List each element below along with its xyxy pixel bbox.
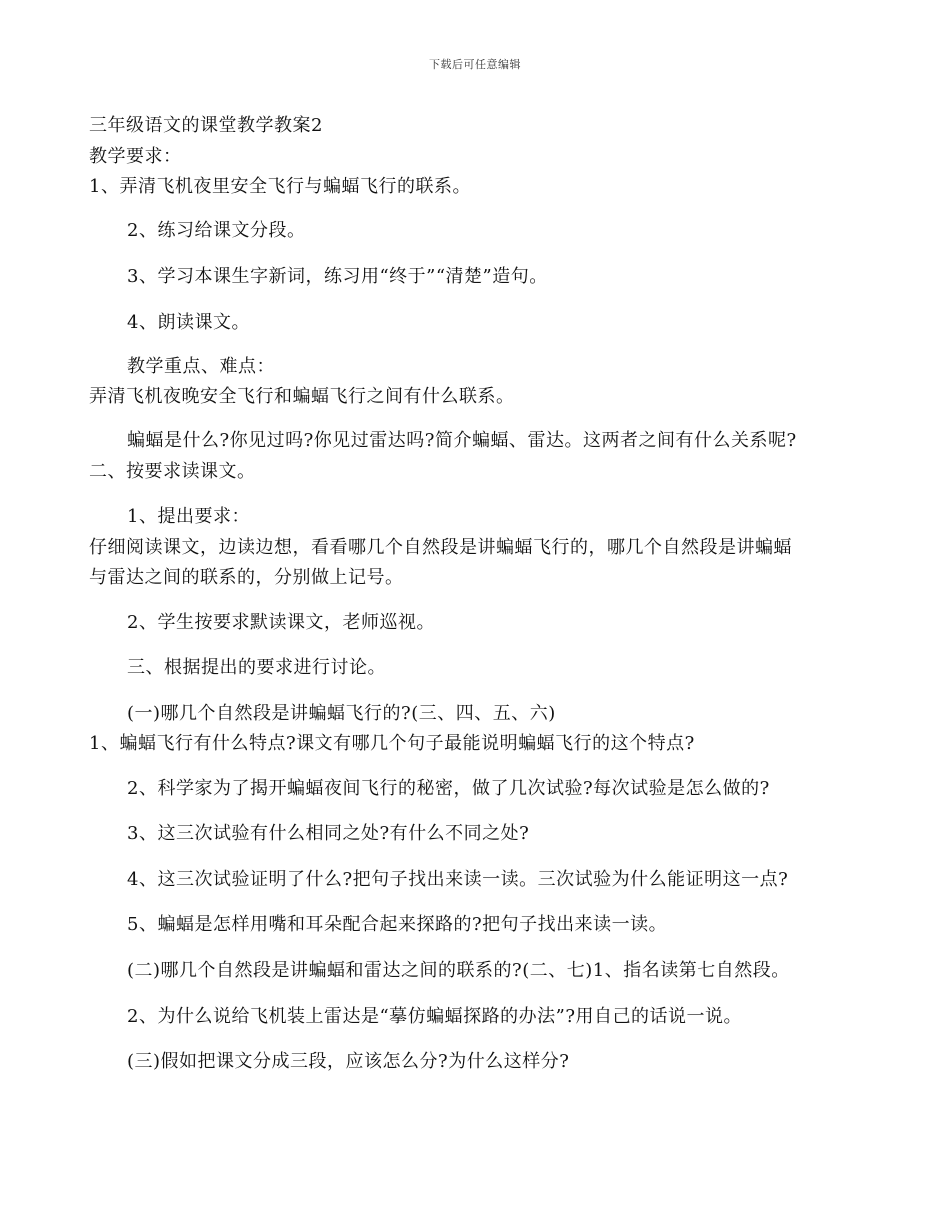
reading-step-2: 2、学生按要求默读课文，老师巡视。	[127, 612, 435, 633]
reading-step-1: 1、提出要求：	[127, 506, 250, 527]
discussion-question-1: 1、蝙蝠飞行有什么特点?课文有哪几个句子最能说明蝙蝠飞行的这个特点?	[89, 733, 695, 754]
requirement-item-4: 4、朗读课文。	[127, 312, 250, 333]
reading-instruction-line-1: 仔细阅读课文，边读边想，看看哪几个自然段是讲蝙蝠飞行的，哪几个自然段是讲蝙蝠	[89, 537, 792, 558]
discussion-part-1: (一)哪几个自然段是讲蝙蝠飞行的?(三、四、五、六)	[127, 703, 556, 724]
section-heading-reading: 二、按要求读课文。	[89, 461, 256, 482]
discussion-question-5: 5、蝙蝠是怎样用嘴和耳朵配合起来探路的?把句子找出来读一读。	[127, 914, 668, 935]
section-heading-discussion: 三、根据提出的要求进行讨论。	[127, 657, 386, 678]
requirement-item-2: 2、练习给课文分段。	[127, 220, 306, 241]
document-title: 三年级语文的课堂教学教案2	[89, 115, 323, 136]
discussion-question-3: 3、这三次试验有什么相同之处?有什么不同之处?	[127, 823, 530, 844]
section-heading-requirements: 教学要求：	[89, 146, 182, 167]
discussion-part-2: (二)哪几个自然段是讲蝙蝠和雷达之间的联系的?(二、七)1、指名读第七自然段。	[127, 960, 790, 981]
requirement-item-3: 3、学习本课生字新词，练习用“终于”“清楚”造句。	[127, 266, 548, 287]
key-point-text: 弄清飞机夜晚安全飞行和蝙蝠飞行之间有什么联系。	[89, 386, 515, 407]
reading-instruction-line-2: 与雷达之间的联系的，分别做上记号。	[89, 567, 404, 588]
requirement-item-1: 1、弄清飞机夜里安全飞行与蝙蝠飞行的联系。	[89, 176, 471, 197]
intro-paragraph: 蝙蝠是什么?你见过吗?你见过雷达吗?简介蝙蝠、雷达。这两者之间有什么关系呢?	[127, 430, 797, 451]
discussion-question-2: 2、科学家为了揭开蝙蝠夜间飞行的秘密，做了几次试验?每次试验是怎么做的?	[127, 778, 770, 799]
discussion-question-4: 4、这三次试验证明了什么?把句子找出来读一读。三次试验为什么能证明这一点?	[127, 869, 789, 890]
discussion-part-3: (三)假如把课文分成三段，应该怎么分?为什么这样分?	[127, 1051, 570, 1072]
page-header-note: 下载后可任意编辑	[429, 58, 521, 71]
section-heading-key-points: 教学重点、难点：	[127, 356, 275, 377]
discussion-part-2-question-2: 2、为什么说给飞机装上雷达是“摹仿蝙蝠探路的办法”?用自己的话说一说。	[127, 1006, 743, 1027]
